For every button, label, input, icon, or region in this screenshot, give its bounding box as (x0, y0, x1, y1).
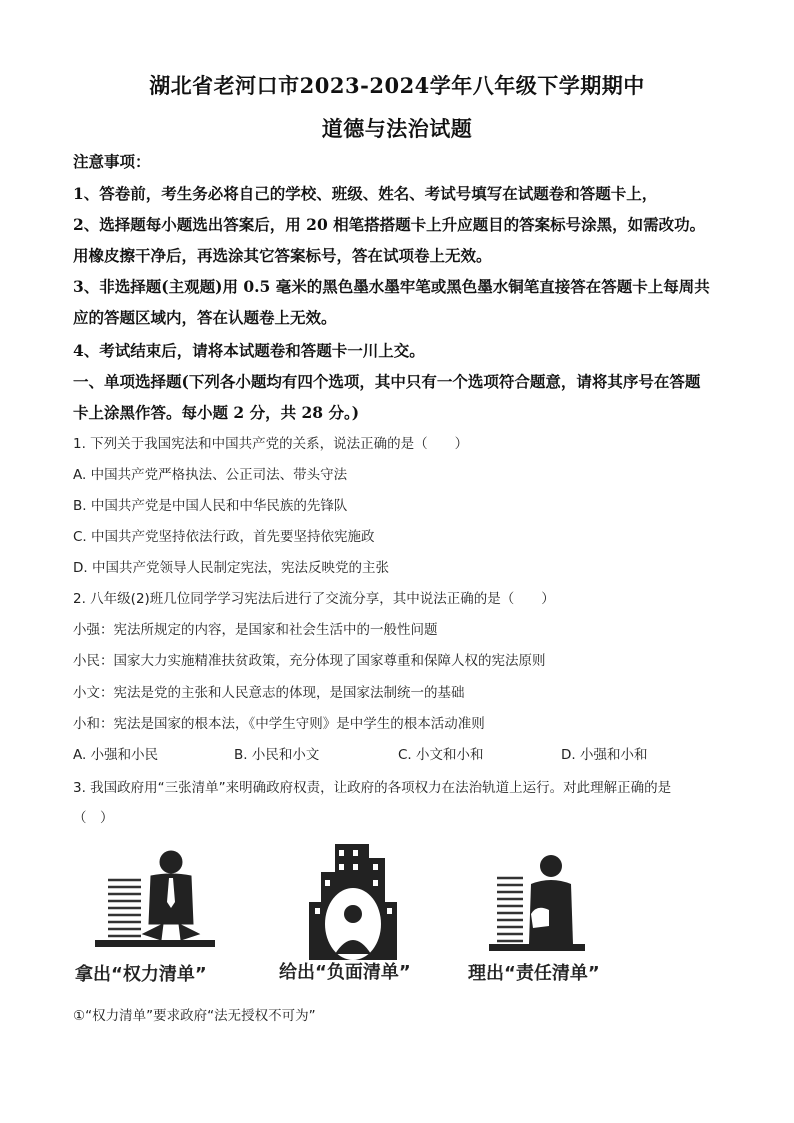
exam-title-line2: 道德与法治试题 (321, 116, 473, 141)
power-list-official-icon (95, 851, 215, 947)
q3-item-1: ①“权力清单”要求政府“法无授权不可为” (73, 1008, 316, 1024)
section1-heading-line2: 卡上涂黑作答。每小题 2 分，共 28 分。) (73, 403, 360, 422)
q3-stem-line1: 3. 我国政府用“三张清单”来明确政府权责，让政府的各项权力在法治轨道上运行。对此理解正确的是 (73, 780, 672, 796)
q1-option-c: C. 中国共产党坚持依法行政，首先要坚持依宪施政 (73, 529, 375, 545)
q2-option-d: D. 小强和小和 (561, 747, 648, 763)
responsibility-list-caption: 理出“责任清单” (468, 963, 600, 984)
q2-statement-3: 小文：宪法是党的主张和人民意志的体现，是国家法制统一的基础 (73, 685, 465, 701)
q1-option-b: B. 中国共产党是中国人民和中华民族的先锋队 (73, 498, 348, 514)
notes-item-3-line1: 3、非选择题(主观题)用 0.5 毫米的黑色墨水墨牢笔或黑色墨水铜笔直接答在答题卡上每周共 (73, 277, 710, 296)
q2-option-a: A. 小强和小民 (73, 747, 159, 763)
exam-title-line1: 湖北省老河口市2023-2024学年八年级下学期期中 (149, 73, 645, 98)
notes-heading: 注意事项： (73, 152, 151, 171)
q2-option-c: C. 小文和小和 (398, 747, 484, 763)
three-lists-illustration (73, 832, 625, 992)
q2-statement-1: 小强：宪法所规定的内容，是国家和社会生活中的一般性问题 (73, 622, 438, 638)
q3-stem-line2: （ ） (73, 810, 114, 826)
notes-item-2-line1: 2、选择题每小题选出答案后，用 20 相笔搭搭题卡上升应题目的答案标号涂黑，如需改功。 (73, 215, 706, 234)
q1-stem: 1. 下列关于我国宪法和中国共产党的关系，说法正确的是（ ） (73, 436, 469, 452)
responsibility-list-official-icon (489, 855, 585, 951)
negative-list-caption: 给出“负面清单” (279, 962, 411, 983)
power-list-caption: 拿出“权力清单” (75, 964, 207, 985)
q2-option-b: B. 小民和小文 (234, 747, 320, 763)
notes-item-2-line2: 用橡皮擦干净后，再选涂其它答案标号，答在试项卷上无效。 (73, 246, 492, 265)
q1-option-a: A. 中国共产党严格执法、公正司法、带头守法 (73, 467, 348, 483)
negative-list-building-icon (309, 844, 397, 960)
q2-stem: 2. 八年级(2)班几位同学学习宪法后进行了交流分享，其中说法正确的是（ ） (73, 591, 555, 607)
notes-item-4: 4、考试结束后，请将本试题卷和答题卡一川上交。 (73, 341, 425, 360)
q2-statement-4: 小和：宪法是国家的根本法，《中学生守则》是中学生的根本活动准则 (73, 716, 485, 732)
q2-statement-2: 小民：国家大力实施精准扶贫政策，充分体现了国家尊重和保障人权的宪法原则 (73, 653, 546, 669)
notes-item-3-line2: 应的答题区域内，答在认题卷上无效。 (73, 308, 337, 327)
notes-item-1: 1、答卷前，考生务必将自己的学校、班级、姓名、考试号填写在试题卷和答题卡上， (73, 184, 658, 203)
section1-heading-line1: 一、单项选择题(下列各小题均有四个选项，其中只有一个选项符合题意，请将其序号在答题 (73, 372, 701, 391)
q1-option-d: D. 中国共产党领导人民制定宪法，宪法反映党的主张 (73, 560, 389, 576)
